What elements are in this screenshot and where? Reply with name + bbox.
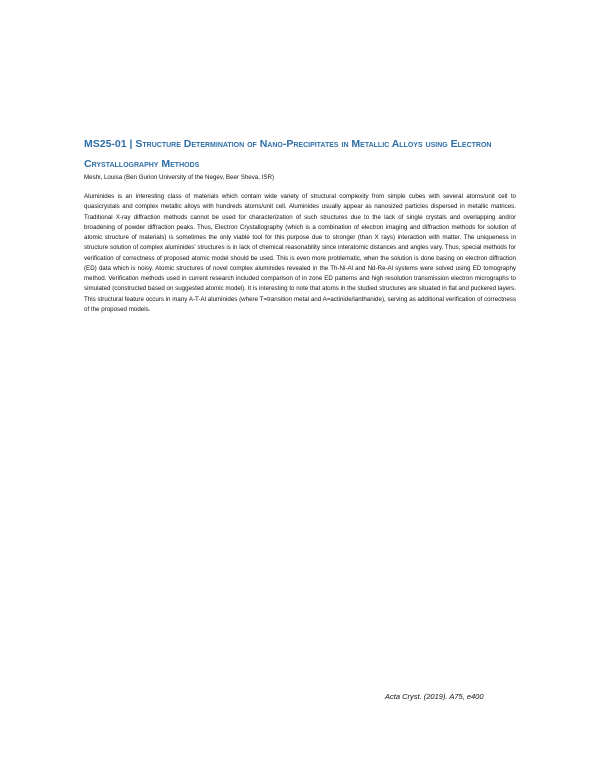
author-affiliation: Meshi, Louisa (Ben Gurion University of the Negev, Beer Sheva, ISR) [84, 174, 275, 181]
session-code: MS25-01 | [84, 138, 136, 150]
abstract-title [84, 134, 524, 174]
journal-citation: Acta Cryst. (2019). A75, e400 [385, 692, 484, 701]
title-text: Structure Determination of Nano-Precipitates in Metallic Alloys using Electron Crystallography Methods [84, 138, 492, 170]
abstract-body: Aluminides is an interesting class of materials which contain wide variety of structural complexity from simple cubes with several atoms/unit cell to quasicrystals and complex metallic alloys with hundreds atoms/unit cell. Aluminides usually appear as nanosized particles dispersed in metallic matrices. Traditional X-ray diffraction methods cannot be used for characterization of such structures due to the lack of single crystals and overlapping and/or broadening of powder diffraction peaks. Thus, Electron Crystallography (which is a combination of electron imaging and diffraction methods for solution of atomic structure of materials) is sometimes the only viable tool for this purpose due to stronger (than X rays) interaction with matter. The uniqueness in structure solution of complex aluminides' structures is in lack of chemical reasonability since interatomic distances and angles vary. Thus, special methods for verification of correctness of proposed atomic model should be used. This is even more problematic, when the solution is done basing on electron diffraction (ED) data which is noisy. Atomic structures of novel complex aluminides revealed in the Th-Ni-Al and Nd-Re-Al systems were solved using ED tomography method. Verification methods used in current research included comparison of in zone ED patterns and high resolution transmission electron micrographs to simulated (constructed based on suggested atomic model). It is interesting to note that atoms in the studied structures are situated in flat and puckered layers. This structural feature occurs in many A-T-Al aluminides (where T=transition metal and A=actinide/lanthanide), serving as additional verification of correctness of the proposed models. [84, 193, 516, 313]
